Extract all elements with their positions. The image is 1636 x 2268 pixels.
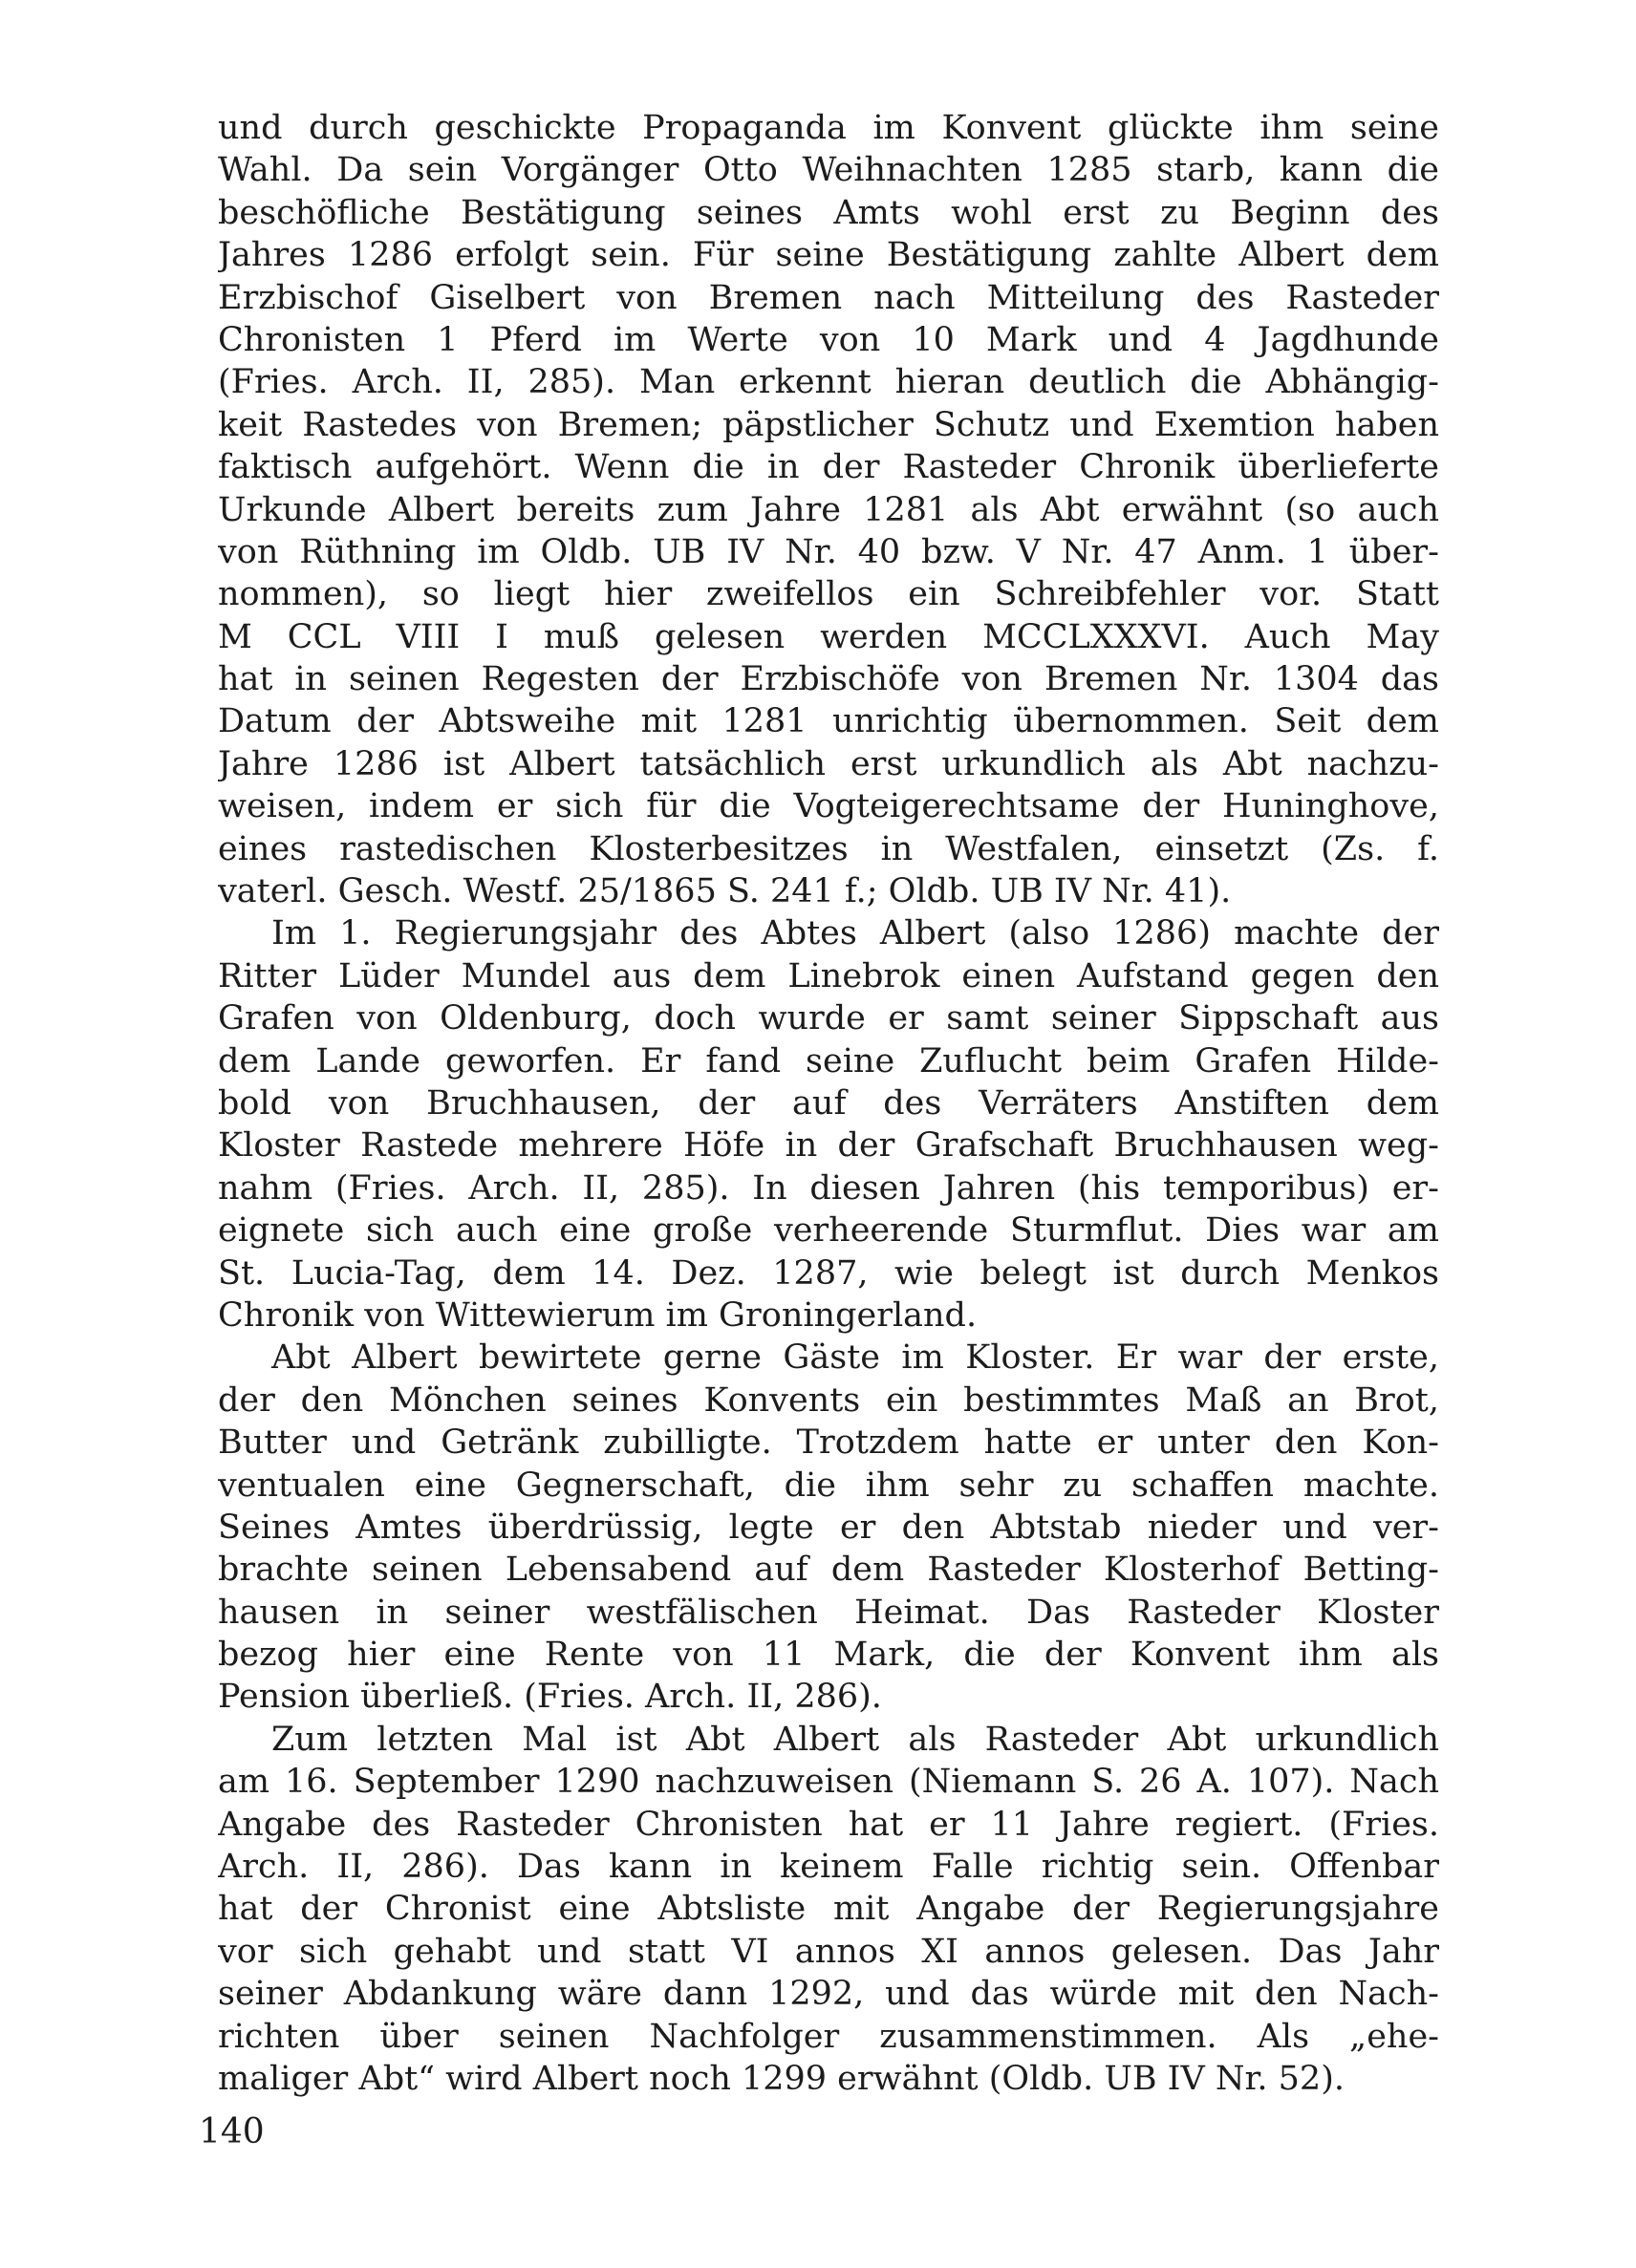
text-line: Im 1. Regierungsjahr des Abtes Albert (also 1286) machte der xyxy=(271,914,1439,953)
text-line: Urkunde Albert bereits zum Jahre 1281 als Abt erwähnt (so auch xyxy=(218,490,1439,529)
text-line: Butter und Getränk zubilligte. Trotzdem hatte er unter den Kon- xyxy=(218,1423,1439,1463)
text-line: Jahres 1286 erfolgt sein. Für seine Bestätigung zahlte Albert dem xyxy=(218,236,1439,275)
text-line: Pension überließ. (Fries. Arch. II, 286). xyxy=(218,1678,882,1717)
text-line: bold von Bruchhausen, der auf des Verräters Anstiften dem xyxy=(218,1083,1439,1123)
text-line: Arch. II, 286). Das kann in keinem Falle richtig sein. Offenbar xyxy=(218,1848,1439,1887)
text-line: Kloster Rastede mehrere Höfe in der Grafschaft Bruchhausen weg- xyxy=(218,1126,1439,1166)
text-line: Wahl. Da sein Vorgänger Otto Weihnachten 1285 starb, kann die xyxy=(218,151,1439,190)
text-line: am 16. September 1290 nachzuweisen (Niemann S. 26 A. 107). Nach xyxy=(218,1763,1439,1802)
text-line: vaterl. Gesch. Westf. 25/1865 S. 241 f.; Oldb. UB IV Nr. 41). xyxy=(218,872,1232,911)
text-line: dem Lande geworfen. Er fand seine Zuflucht beim Grafen Hilde- xyxy=(218,1041,1439,1081)
text-line: richten über seinen Nachfolger zusammenstimmen. Als „ehe- xyxy=(218,2017,1439,2056)
text-line: von Rüthning im Oldb. UB IV Nr. 40 bzw. V Nr. 47 Anm. 1 über- xyxy=(218,532,1439,571)
text-line: Chronik von Wittewierum im Groningerland. xyxy=(218,1295,978,1335)
text-line: Erzbischof Giselbert von Bremen nach Mitteilung des Rasteder xyxy=(218,278,1439,317)
text-line: nahm (Fries. Arch. II, 285). In diesen Jahren (his temporibus) er- xyxy=(218,1168,1439,1208)
text-line: nommen), so liegt hier zweifellos ein Schreibfehler vor. Statt xyxy=(218,575,1439,614)
text-line: Jahre 1286 ist Albert tatsächlich erst urkundlich als Abt nachzu- xyxy=(218,744,1439,783)
text-line: weisen, indem er sich für die Vogteigerechtsame der Huninghove, xyxy=(218,787,1439,826)
text-line: Grafen von Oldenburg, doch wurde er samt seiner Sippschaft aus xyxy=(218,999,1439,1038)
text-line: maliger Abt“ wird Albert noch 1299 erwähnt (Oldb. UB IV Nr. 52). xyxy=(218,2059,1345,2098)
text-line: brachte seinen Lebensabend auf dem Rasteder Klosterhof Betting- xyxy=(218,1551,1439,1590)
text-line: bezog hier eine Rente von 11 Mark, die der Konvent ihm als xyxy=(218,1636,1439,1675)
text-line: Abt Albert bewirtete gerne Gäste im Kloster. Er war der erste, xyxy=(271,1338,1439,1378)
text-line: (Fries. Arch. II, 285). Man erkennt hieran deutlich die Abhängig- xyxy=(218,363,1439,402)
text-line: eines rastedischen Klosterbesitzes in Westfalen, einsetzt (Zs. f. xyxy=(218,829,1439,868)
text-line: seiner Abdankung wäre dann 1292, und das würde mit den Nach- xyxy=(218,1975,1439,2014)
text-line: Zum letzten Mal ist Abt Albert als Rasteder Abt urkundlich xyxy=(271,1720,1439,1759)
text-line: Ritter Lüder Mundel aus dem Linebrok einen Aufstand gegen den xyxy=(218,956,1439,995)
text-line: vor sich gehabt und statt VI annos XI annos gelesen. Das Jahr xyxy=(218,1932,1439,1971)
text-line: beschöfliche Bestätigung seines Amts wohl erst zu Beginn des xyxy=(218,193,1439,232)
paragraph xyxy=(218,107,1439,912)
text-line: Angabe des Rasteder Chronisten hat er 11 Jahre regiert. (Fries. xyxy=(218,1805,1439,1844)
text-line: der den Mönchen seines Konvents ein bestimmtes Maß an Brot, xyxy=(218,1380,1439,1420)
text-line: ventualen eine Gegnerschaft, die ihm sehr zu schaffen machte. xyxy=(218,1466,1439,1505)
text-line: hat in seinen Regesten der Erzbischöfe von Bremen Nr. 1304 das xyxy=(218,660,1439,699)
paragraph xyxy=(218,912,1439,1337)
text-line: St. Lucia-Tag, dem 14. Dez. 1287, wie belegt ist durch Menkos xyxy=(218,1253,1439,1293)
paragraph xyxy=(218,1719,1439,2101)
text-line: Datum der Abtsweihe mit 1281 unrichtig übernommen. Seit dem xyxy=(218,702,1439,741)
text-line: eignete sich auch eine große verheerende Sturmflut. Dies war am xyxy=(218,1211,1439,1251)
body-text xyxy=(218,107,1439,2100)
paragraph xyxy=(218,1337,1439,1719)
text-line: Chronisten 1 Pferd im Werte von 10 Mark und 4 Jagdhunde xyxy=(218,320,1439,359)
text-line: und durch geschickte Propaganda im Konvent glückte ihm seine xyxy=(218,109,1439,147)
text-line: hat der Chronist eine Abtsliste mit Angabe der Regierungsjahre xyxy=(218,1890,1439,1929)
page-number: 140 xyxy=(199,2112,265,2151)
text-line: M CCL VIII I muß gelesen werden MCCLXXXVI. Auch May xyxy=(218,617,1439,656)
text-line: Seines Amtes überdrüssig, legte er den Abtstab nieder und ver- xyxy=(218,1508,1439,1547)
text-line: faktisch aufgehört. Wenn die in der Rasteder Chronik überlieferte xyxy=(218,448,1439,487)
text-line: keit Rastedes von Bremen; päpstlicher Schutz und Exemtion haben xyxy=(218,405,1439,444)
text-line: hausen in seiner westfälischen Heimat. Das Rasteder Kloster xyxy=(218,1593,1439,1632)
